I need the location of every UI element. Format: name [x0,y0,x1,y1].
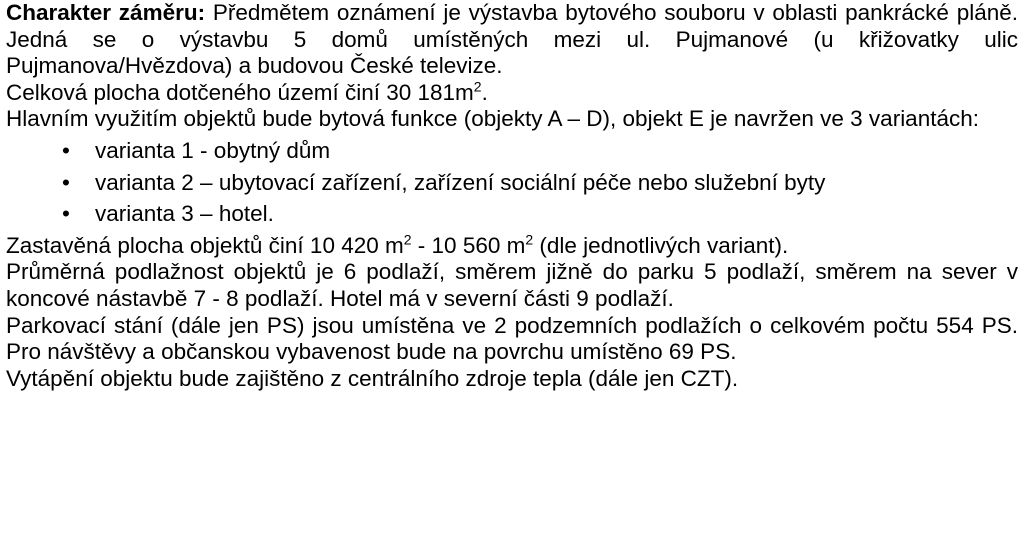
paragraph-built-area [6,233,1018,260]
list-item [6,201,1018,228]
built-area-text-a: Zastavěná plocha objektů činí 10 420 m [6,232,404,258]
floors-text: Průměrná podlažnost objektů je 6 podlaží, směrem jižně do parku 5 podlaží, směrem na sever v koncové nástavbě 7 - 8 podlaží. Hotel má v severní části 9 podlaží. [6,259,1018,311]
list-item [6,170,1018,197]
paragraph-parking [6,313,1018,366]
built-area-superscript-1: 2 [403,231,412,248]
paragraph-total-area [6,80,1018,107]
variant-2-text: varianta 2 – ubytovací zařízení, zařízení sociální péče nebo služební byty [95,169,826,195]
built-area-text-c: (dle jednotlivých variant). [533,232,789,258]
project-character-text: Předmětem oznámení je výstavba bytového souboru v oblasti pankrácké pláně. Jedná se o výstavbu 5 domů umístěných mezi ul. Pujmanové (u křižovatky ulic Pujmanova/Hvězdova) a budovou České televize. [6,0,1018,79]
total-area-superscript: 2 [473,78,482,95]
total-area-text: Celková plocha dotčeného území činí 30 181m [6,79,474,105]
bullet-icon: • [62,201,70,227]
variant-1-text: varianta 1 - obytný dům [95,137,331,163]
list-item [6,138,1018,165]
project-character-label: Charakter záměru: [6,0,206,25]
total-area-end: . [481,79,488,105]
paragraph-floors [6,259,1018,312]
bullet-icon: • [62,137,70,163]
paragraph-main-use [6,106,1018,133]
paragraph-project-character [6,0,1018,80]
variant-3-text: varianta 3 – hotel. [95,201,274,227]
document-body [6,0,1018,392]
built-area-text-b: - 10 560 m [411,232,526,258]
bullet-icon: • [62,169,70,195]
built-area-superscript-2: 2 [525,231,534,248]
main-use-text: Hlavním využitím objektů bude bytová funkce (objekty A – D), objekt E je navržen ve 3 variantách: [6,106,979,132]
parking-text: Parkovací stání (dále jen PS) jsou umístěna ve 2 podzemních podlažích o celkovém počtu 554 PS. Pro návštěvy a občanskou vybavenost bude na povrchu umístěno 69 PS. [6,312,1018,365]
paragraph-heating [6,366,1018,393]
variants-list [6,138,1018,228]
heating-text: Vytápění objektu bude zajištěno z centrálního zdroje tepla (dále jen CZT). [6,365,739,391]
